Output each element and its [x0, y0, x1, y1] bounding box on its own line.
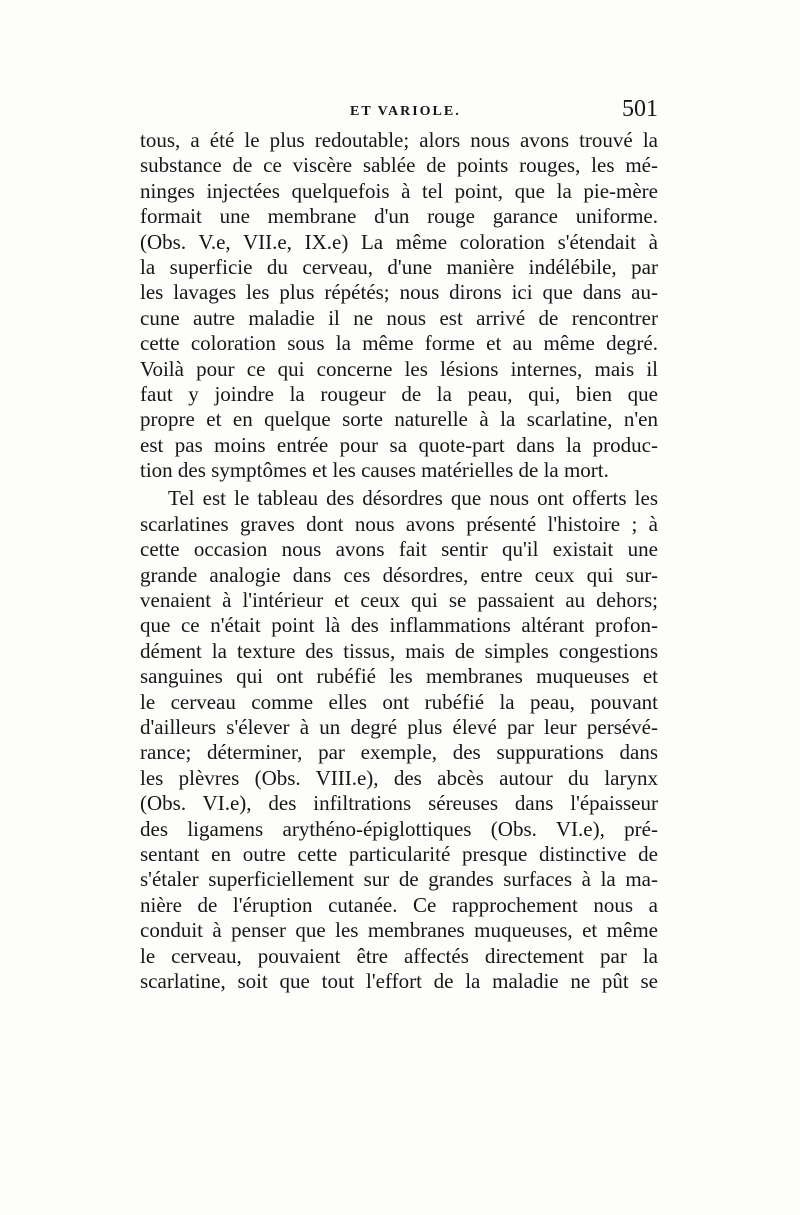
text-line: sentant en outre cette particularité presque distinctive de	[140, 841, 658, 866]
paragraph-1	[140, 128, 658, 483]
text-line: cune autre maladie il ne nous est arrivé de rencontrer	[140, 305, 658, 330]
text-line: les lavages les plus répétés; nous dirons ici que dans au-	[140, 280, 658, 305]
text-line: dément la texture des tissus, mais de simples congestions	[140, 638, 658, 663]
text-line: cette occasion nous avons fait sentir qu'il existait une	[140, 537, 658, 562]
text-line: (Obs. VI.e), des infiltrations séreuses dans l'épaisseur	[140, 791, 658, 816]
text-line: d'ailleurs s'élever à un degré plus élevé par leur persévé-	[140, 714, 658, 739]
text-line: la superficie du cerveau, d'une manière indélébile, par	[140, 254, 658, 279]
text-line: (Obs. V.e, VII.e, IX.e) La même coloration s'étendait à	[140, 229, 658, 254]
text-line: scarlatines graves dont nous avons présenté l'histoire ; à	[140, 511, 658, 536]
text-line: le cerveau comme elles ont rubéfié la peau, pouvant	[140, 689, 658, 714]
text-line: sanguines qui ont rubéfié les membranes muqueuses et	[140, 664, 658, 689]
text-line: Tel est le tableau des désordres que nous ont offerts les	[168, 486, 658, 511]
text-line: est pas moins entrée pour sa quote-part dans la produc-	[140, 432, 658, 457]
text-line: ninges injectées quelquefois à tel point, que la pie-mère	[140, 178, 658, 203]
text-line: s'étaler superficiellement sur de grandes surfaces à la ma-	[140, 867, 658, 892]
text-line: scarlatine, soit que tout l'effort de la maladie ne pût se	[140, 968, 658, 993]
running-title: ET VARIOLE.	[350, 104, 461, 119]
text-line: tion des symptômes et les causes matérielles de la mort.	[140, 458, 609, 483]
text-line: tous, a été le plus redoutable; alors nous avons trouvé la	[140, 128, 658, 152]
text-line: nière de l'éruption cutanée. Ce rapprochement nous a	[140, 892, 658, 917]
text-line: Voilà pour ce qui concerne les lésions internes, mais il	[140, 356, 658, 381]
text-line: venaient à l'intérieur et ceux qui se passaient au dehors;	[140, 588, 658, 613]
paragraph-2	[140, 486, 658, 994]
page-number: 501	[622, 96, 658, 122]
text-line: cette coloration sous la même forme et au même degré.	[140, 331, 658, 356]
text-line: les plèvres (Obs. VIII.e), des abcès autour du larynx	[140, 765, 658, 790]
text-line: faut y joindre la rougeur de la peau, qui, bien que	[140, 381, 658, 406]
body-text	[140, 128, 658, 994]
text-line: des ligamens arythéno-épiglottiques (Obs. VI.e), pré-	[140, 816, 658, 841]
text-line: formait une membrane d'un rouge garance uniforme.	[140, 204, 658, 229]
text-line: conduit à penser que les membranes muqueuses, et même	[140, 918, 658, 943]
text-line: rance; déterminer, par exemple, des suppurations dans	[140, 740, 658, 765]
running-head	[140, 96, 658, 130]
text-line: que ce n'était point là des inflammations altérant profon-	[140, 613, 658, 638]
text-line: grande analogie dans ces désordres, entre ceux qui sur-	[140, 562, 658, 587]
text-line: le cerveau, pouvaient être affectés directement par la	[140, 943, 658, 968]
text-line: propre et en quelque sorte naturelle à la scarlatine, n'en	[140, 407, 658, 432]
text-line: substance de ce viscère sablée de points rouges, les mé-	[140, 153, 658, 178]
